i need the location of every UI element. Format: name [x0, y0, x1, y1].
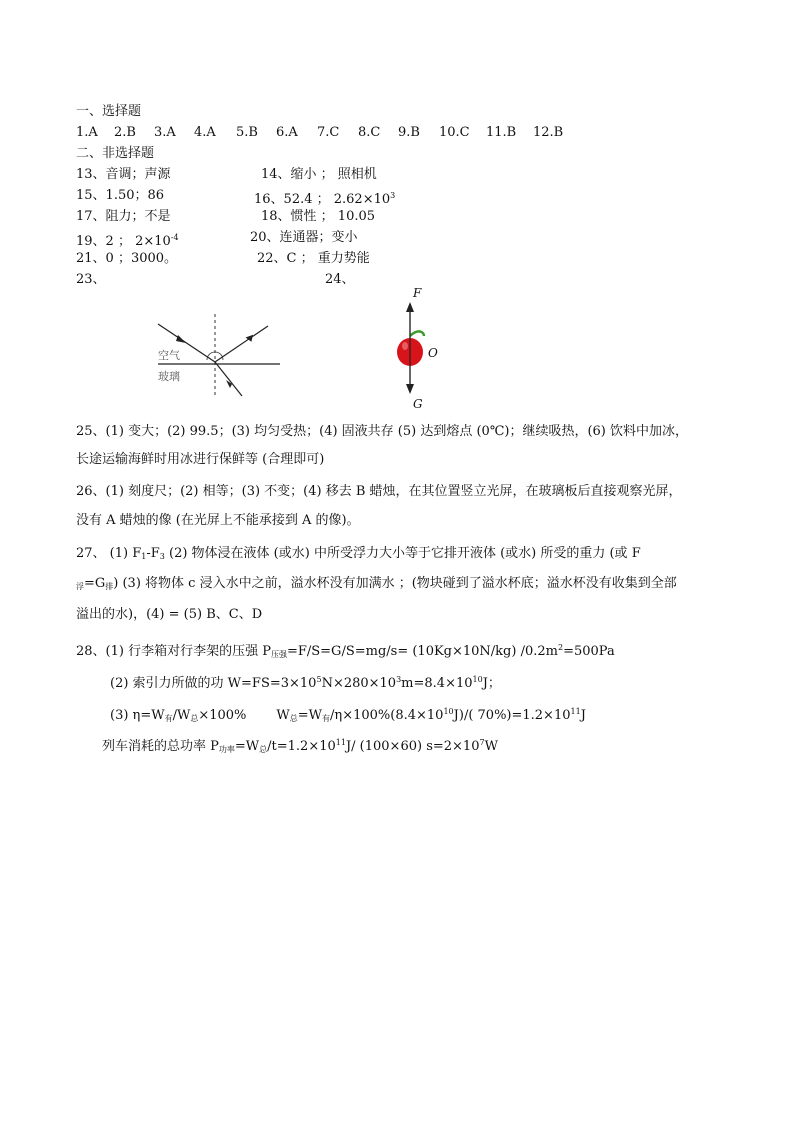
answer-20: 20、连通器；变小: [250, 230, 358, 245]
answer-25-line1: 25、(1) 变大；(2) 99.5；(3) 均匀受热；(4) 固液共存 (5) 达到熔点 (0℃)；继续吸热，(6) 饮料中加冰，: [76, 424, 688, 439]
refraction-diagram: [150, 310, 290, 400]
answer-2: 2.B: [114, 125, 136, 140]
answer-21: 21、0 ；3000。: [76, 251, 178, 266]
apple-leaf: [410, 331, 424, 336]
answer-1: 1.A: [76, 125, 98, 140]
answer-25-line2: 长途运输海鲜时用冰进行保鲜等 (合理即可): [76, 452, 325, 467]
answer-28-line3: (3) $\eta=W_有/W_总\times 100\%$ $W_总=W_有/\eta\times 100\%(8.4\times 10^{10}J)/$( $70\%)=1.2\times 10^{11}J$: [110, 707, 586, 723]
answer-28-line2: (2) 索引力所做的功 $W=FS=3\times 10^5N\times 280\times 10^3m=8.4\times 10^{10}J$；: [110, 675, 501, 691]
glass-label: 玻璃: [158, 371, 180, 383]
answer-28-line1: 28、(1) 行李箱对行李架的压强 $P_{压强}=F/S=G/S=mg/s= (10Kg\times 10N/kg)$ $/0.2m^2=500Pa$: [76, 643, 615, 659]
incident-arrow: [176, 335, 186, 343]
answer-24-label: 24、: [325, 272, 355, 287]
origin-o-label: O: [428, 346, 438, 360]
refracted-ray: [215, 362, 242, 396]
answer-26-line1: 26、(1) 刻度尺；(2) 相等；(3) 不变；(4) 移去 B 蜡烛，在其位置竖立光屏，在玻璃板后直接观察光屏，: [76, 484, 682, 499]
answer-27-line1: 27、 (1) $F_1-F_3$ (2) 物体浸在液体 (或水) 中所受浮力大小等于它排开液体 (或水) 所受的重力 (或 F: [76, 546, 641, 561]
answer-5: 5.B: [236, 125, 258, 140]
answer-9: 9.B: [398, 125, 420, 140]
answer-7: 7.C: [317, 125, 340, 140]
answer-17: 17、阻力；不是: [76, 209, 171, 224]
answer-12: 12.B: [533, 125, 564, 140]
answer-8: 8.C: [358, 125, 381, 140]
answer-23-label: 23、: [76, 272, 106, 287]
answer-14: 14、缩小 ； 照相机: [261, 167, 377, 182]
section1-heading: 一、选择题: [76, 104, 142, 119]
answer-11: 11.B: [486, 125, 517, 140]
answer-13: 13、音调；声源: [76, 167, 171, 182]
answer-19: 19、2 ； $2\times 10^{-4}$: [76, 233, 179, 249]
answer-3: 3.A: [154, 125, 176, 140]
refracted-arrow: [226, 380, 232, 388]
answer-27-line2: $_浮=G_排$) (3) 将物体 c 浸入水中之前，溢水杯没有加满水 ；(物块碰到了溢水杯底；溢水杯没有收集到全部: [76, 576, 677, 591]
force-diagram: [388, 284, 448, 414]
answer-16: 16、52.4 ； $2.62\times 10^3$: [254, 191, 396, 207]
answer-4: 4.A: [194, 125, 216, 140]
air-label: 空气: [158, 350, 180, 362]
answer-28-line4: 列车消耗的总功率 $P_{功率}=W_总/t=1.2\times 10^{11}J/$ (100×60) $s=2\times 10^7W$: [102, 738, 498, 754]
force-g-label: G: [413, 397, 423, 411]
answer-6: 6.A: [276, 125, 298, 140]
force-f-label: F: [413, 286, 422, 300]
answer-15: 15、1.50；86: [76, 188, 165, 203]
answer-22: 22、C ； 重力势能: [257, 251, 370, 266]
answer-26-line2: 没有 A 蜡烛的像 (在光屏上不能承接到 A 的像)。: [76, 513, 360, 528]
answer-10: 10.C: [439, 125, 470, 140]
reflected-ray: [215, 326, 268, 362]
answer-27-line3: 溢出的水)，(4) = (5) B、C、D: [76, 607, 263, 622]
answer-18: 18、惯性 ； 10.05: [261, 209, 376, 224]
section2-heading: 二、非选择题: [76, 146, 155, 161]
